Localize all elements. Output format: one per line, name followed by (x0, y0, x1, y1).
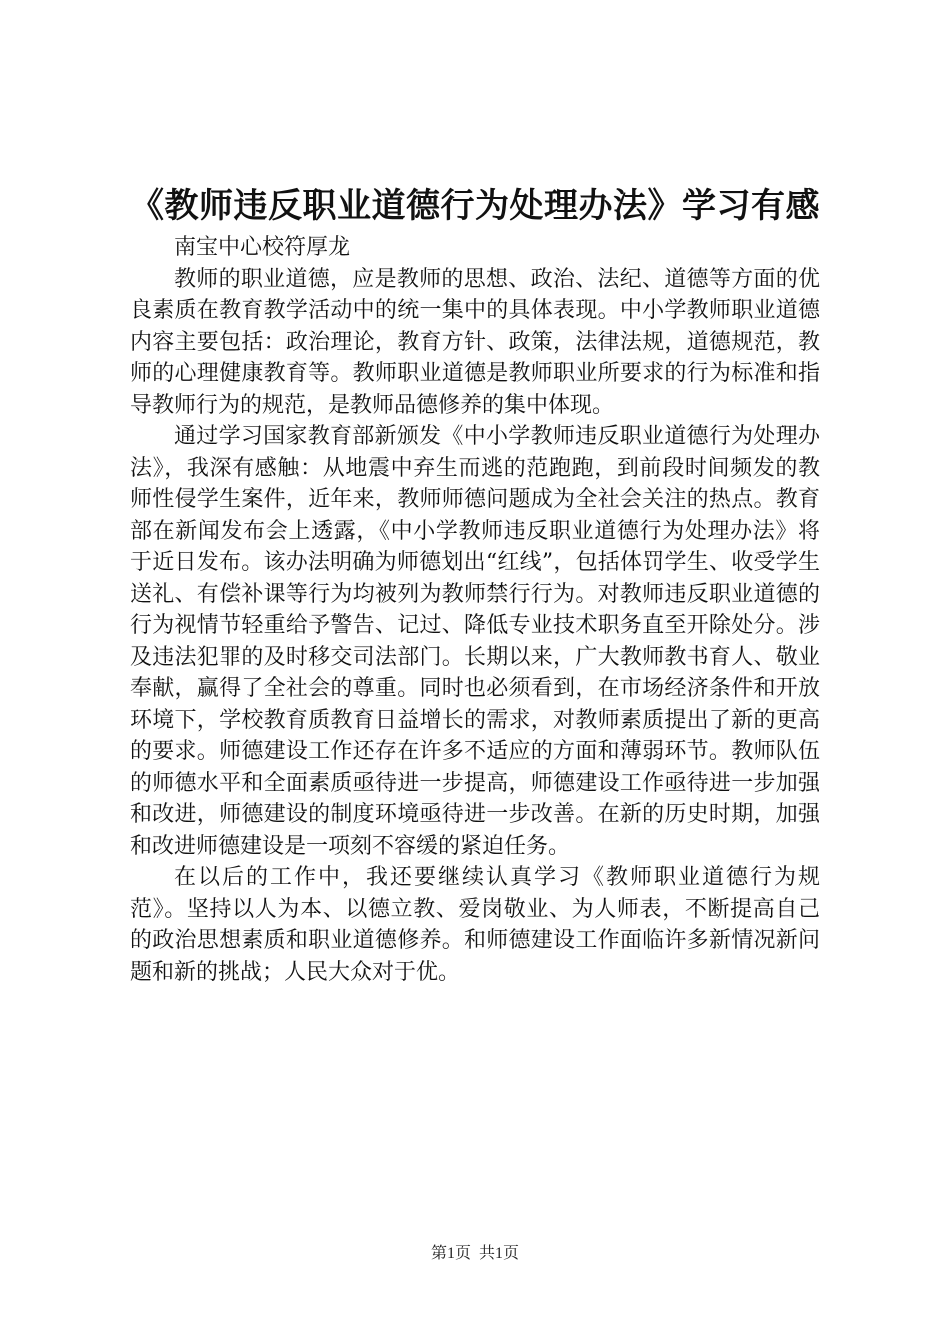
document-title: 《教师违反职业道德行为处理办法》学习有感 (130, 186, 820, 226)
paragraph-2: 通过学习国家教育部新颁发《中小学教师违反职业道德行为处理办法》，我深有感触：从地震中弃生而逃的范跑跑，到前段时间频发的教师性侵学生案件，近年来，教师师德问题成为全社会关注的热点。教育部在新闻发布会上透露，《中小学教师违反职业道德行为处理办法》将于近日发布。该办法明确为师德划出“红线”，包括体罚学生、收受学生送礼、有偿补课等行为均被列为教师禁行行为。对教师违反职业道德的行为视情节轻重给予警告、记过、降低专业技术职务直至开除处分。涉及违法犯罪的及时移交司法部门。长期以来，广大教师教书育人、敬业奉献，赢得了全社会的尊重。同时也必须看到，在市场经济条件和开放环境下，学校教育质教育日益增长的需求，对教师素质提出了新的更高的要求。师德建设工作还存在许多不适应的方面和薄弱环节。教师队伍的师德水平和全面素质亟待进一步提高，师德建设工作亟待进一步加强和改进，师德建设的制度环境亟待进一步改善。在新的历史时期，加强和改进师德建设是一项刻不容缓的紧迫任务。 (130, 424, 820, 859)
paragraph-3: 在以后的工作中，我还要继续认真学习《教师职业道德行为规范》。坚持以人为本、以德立教、爱岗敬业、为人师表，不断提高自己的政治思想素质和职业道德修养。和师德建设工作面临许多新情况新问题和新的挑战；人民大众对于优。 (130, 865, 820, 985)
page-number: 第1页 (430, 1245, 471, 1262)
document-body (130, 232, 820, 988)
author-line: 南宝中心校符厚龙 (174, 235, 351, 260)
paragraph-1: 教师的职业道德，应是教师的思想、政治、法纪、道德等方面的优良素质在教育教学活动中的统一集中的具体表现。中小学教师职业道德内容主要包括：政治理论，教育方针、政策，法律法规，道德规范，教师的心理健康教育等。教师职业道德是教师职业所要求的行为标准和指导教师行为的规范，是教师品德修养的集中体现。 (130, 266, 820, 418)
page-footer (0, 1244, 950, 1264)
page-total: 共1页 (479, 1245, 520, 1262)
